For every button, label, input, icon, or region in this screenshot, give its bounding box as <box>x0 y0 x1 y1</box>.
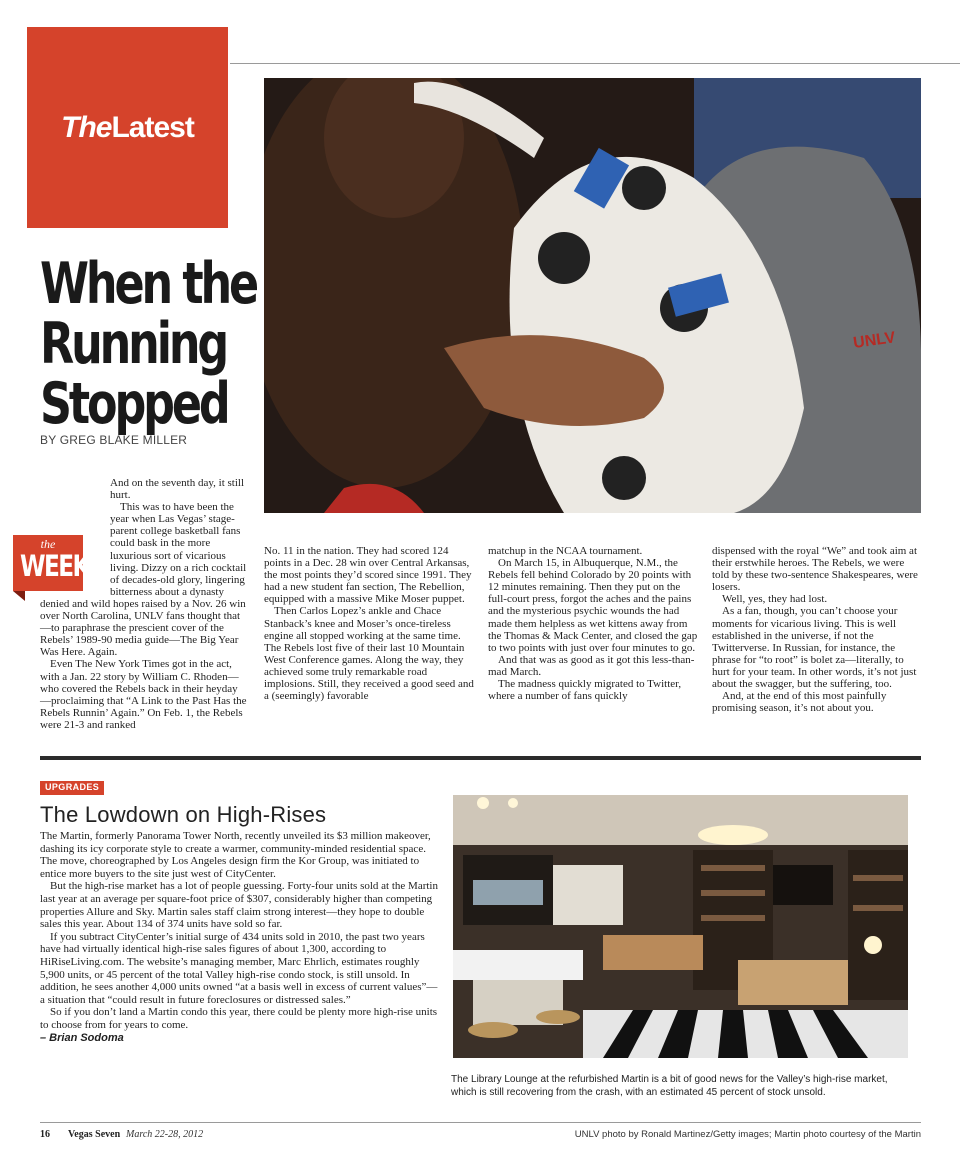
headline-line-3: Stopped <box>40 371 228 437</box>
unlv-players-photo <box>264 78 921 513</box>
article-column-4 <box>712 545 922 714</box>
lounge-illustration <box>453 795 908 1058</box>
article-column-2 <box>264 545 474 702</box>
paragraph: If you subtract CityCenter’s initial surge of 434 units sold in 2010, the past two years have had virtually identical high-rise sales figures of about 1,300, according to HiRiseLiving.com. The website’s managing member, Marc Ehrlich, estimates roughly 5,900 units, or 45 percent of the total Valley high-rise condo stock, is still unsold. In addition, he sees another 4,000 units owned “at a basis well in excess of current values”—a situation that “could result in future foreclosures or distressed sales.” <box>40 930 438 1006</box>
paragraph: And on the seventh day, it still hurt. <box>110 477 245 502</box>
svg-text:UNLV: UNLV <box>852 329 897 352</box>
photo-illustration <box>264 78 921 513</box>
byline: BY GREG BLAKE MILLER <box>40 433 188 447</box>
paragraph: No. 11 in the nation. They had scored 124 points in a Dec. 28 win over Central Arkansas, the most points they’d scored since 1991. They had a new student fan section, The Rebellion, equipped with a massive Mike Moser puppet. <box>264 545 472 606</box>
paragraph: This was to have been the year when Las Vegas’ stage-parent college basketball fans could bask in the more luxurious sort of vicarious living. Dizzy on a rich cocktail of decades-old glory, lingering bitterness about a dynasty denied and wild hopes raised by a Nov. 26 win over North Carolina, UNLV fans thought that—to paraphrase the prescient cover of the Rebels’ 1989-90 media guide—The Big Year Was Here. Again. <box>40 501 247 659</box>
paragraph: And, at the end of this most painfully promising season, it’s not about you. <box>712 690 887 715</box>
paragraph: Well, yes, they had lost. <box>722 593 828 606</box>
section-divider <box>40 756 921 760</box>
paragraph: But the high-rise market has a lot of people guessing. Forty-four units sold at the Martin last year at an average per square-foot price of $307, considerably higher than competing properties Allure and Sky. Martin sales staff claim strong interest—they hope to double sales this year. About 134 of 374 units have sold so far. <box>40 880 438 931</box>
paragraph: matchup in the NCAA tournament. <box>488 545 643 557</box>
paragraph: As a fan, though, you can’t choose your moments for vicarious living. This is well established in the universe, if not the Twitterverse. In Russian, for instance, the phrase for “to root” is bolet za—literally, to hurt for your team. In other words, it’s not just about the swagger, but the suffering, too. <box>712 605 917 691</box>
page-number: 16 <box>40 1129 50 1140</box>
library-lounge-photo <box>453 795 908 1058</box>
headline-line-1: When the <box>40 251 257 317</box>
issue-date: March 22-28, 2012 <box>126 1129 204 1140</box>
paragraph: And that was as good as it got this less-than-mad March. <box>488 653 695 678</box>
author-signoff: – Brian Sodoma <box>40 1031 124 1044</box>
badge-week: WEEK <box>20 549 89 583</box>
section-label-box <box>27 27 228 228</box>
upgrades-title: The Lowdown on High-Rises <box>40 802 327 827</box>
footer-rule <box>40 1122 921 1123</box>
paragraph: On March 15, in Albuquerque, N.M., the Rebels fell behind Colorado by 20 points with 12 minutes remaining. Then they put on the full-court press, forgot the aches and the pains and the mysterious psychic wounds the had made them helpless as wet kittens away from the Thomas & Mack Center, and closed the gap to two points with just over four minutes to go. <box>488 557 698 654</box>
paragraph: Then Carlos Lopez’s ankle and Chace Stanback’s knee and Moser’s once-tireless engine all stopped working at the same time. The Rebels lost five of their last 10 Mountain West Conference games. Along the way, they achieved some truly remarkable road implosions. Still, they received a good seed and a (seemingly) favorable <box>264 605 474 703</box>
magazine-name: Vegas Seven <box>68 1129 121 1140</box>
headline-line-2: Running <box>40 311 227 377</box>
paragraph: So if you don’t land a Martin condo this year, there could be plenty more high-rise units to choose from for years to come. <box>40 1006 438 1031</box>
article-column-1 <box>40 477 248 731</box>
upgrades-body <box>40 830 440 1044</box>
photo-caption: The Library Lounge at the refurbished Martin is a bit of good news for the Valley’s high-rise market, which is still recovering from the crash, with an estimated 45 percent of stock unsold. <box>451 1074 888 1098</box>
upgrades-tag: UPGRADES <box>40 781 104 795</box>
badge-fold <box>13 591 25 601</box>
article-column-3 <box>488 545 698 702</box>
top-rule <box>230 63 960 64</box>
article-headline <box>40 251 257 437</box>
paragraph: Even The New York Times got in the act, with a Jan. 22 story by William C. Rhoden—who covered the Rebels back in their heyday—proclaiming that “A Link to the Past Has the Rebels Runnin’ Again.” On Feb. 1, the Rebels were 21-3 and ranked <box>40 658 247 731</box>
badge-the: the <box>40 537 56 551</box>
section-label: TheLatest <box>61 111 194 144</box>
paragraph: The Martin, formerly Panorama Tower North, recently unveiled its $3 million makeover, dashing its icy corporate style to create a warmer, community-minded residential space. The move, choreographed by Los Angeles design firm the Kor Group, was initiated to entice more buyers to the site just west of CityCenter. <box>40 830 431 880</box>
paragraph: The madness quickly migrated to Twitter, where a number of fans quickly <box>488 678 682 703</box>
the-week-badge <box>13 535 89 591</box>
photo-credits: UNLV photo by Ronald Martinez/Getty images; Martin photo courtesy of the Martin <box>574 1129 921 1140</box>
paragraph: dispensed with the royal “We” and took aim at their erstwhile heroes. The Rebels, we were told by these two-sentence Shakespeares, were losers. <box>712 545 918 594</box>
